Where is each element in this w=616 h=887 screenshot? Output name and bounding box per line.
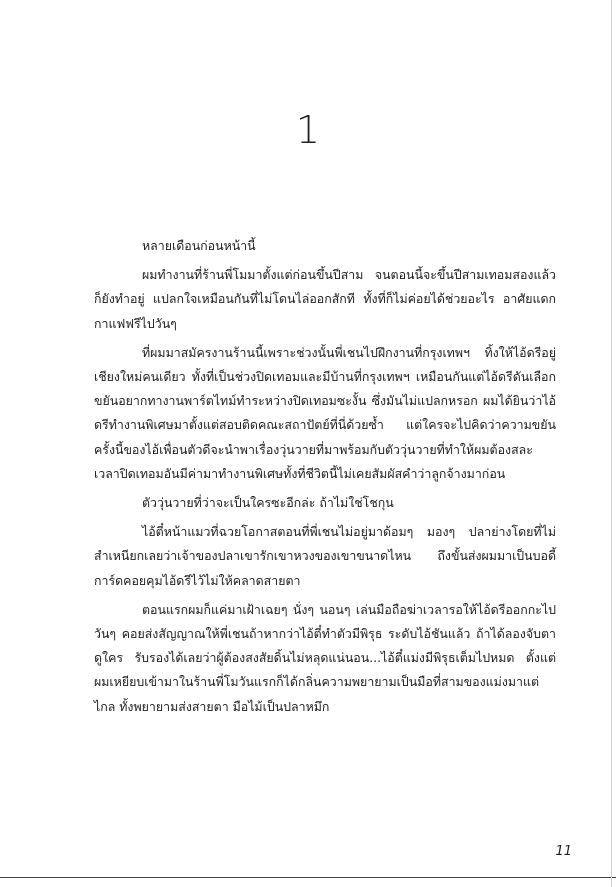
page-edge-divider xyxy=(611,0,612,887)
chapter-number: 1 xyxy=(295,108,321,152)
body-text xyxy=(94,234,556,719)
paragraph: ผมทำงานที่ร้านพี่โมมาตั้งแต่ก่อนขึ้นปีสาม จนตอนนี้จะขึ้นปีสามเทอมสองแล้วก็ยังทำอยู่ แปลกใจเหมือนกันที่ไม่โดนไล่ออกสักที ทั้งที่ก็ไม่ค่อยได้ช่วยอะไร อาศัยแดกกาแฟฟรีไปวันๆ xyxy=(94,267,556,331)
page-number: 11 xyxy=(555,844,572,859)
paragraph: ตัววุ่นวายที่ว่าจะเป็นใครซะอีกล่ะ ถ้าไม่ใช่โชกุน xyxy=(142,495,394,511)
paragraph: หลายเดือนก่อนหน้านี้ xyxy=(142,238,256,253)
paragraph: ไอ้ตี๋หน้าแมวที่ฉวยโอกาสตอนที่พี่เชนไม่อยู่มาด้อมๆ มองๆ ปลาย่างโดยที่ไม่สำเหนียกเลยว่าเจ้าของปลาเขารักเขาหวงของเขาขนาดไหน ถึงขั้นส่งผมมาเป็นบอดี้การ์ดคอยคุมไอ้ดรีไว้ไม่ให้คลาดสายตา xyxy=(94,524,556,588)
paragraph: ตอนแรกผมก็แค่มาเฝ้าเฉยๆ นั่งๆ นอนๆ เล่นมือถือฆ่าเวลารอให้ไอ้ดรีออกกะไปวันๆ คอยส่งสัญญาณให้พี่เชนถ้าหากว่าไอ้ตี๋ทำตัวมีพิรุธ ระดับไอ้ชันแล้ว ถ้าได้ลองจับตาดูใคร รับรองได้เลยว่าผู้ต้องสงสัยดิ้นไม่หลุดแน่นอน...ไอ้ตี๋แม่งมีพิรุธเต็มไปหมด ตั้งแต่ผมเหยียบเข้ามาในร้านพี่โมวันแรกก็ได้กลิ่นความพยายามเป็นมือที่สามของแม่งมาแต่ไกล ทั้งพยายามส่งสายตา มือไม้เป็นปลาหมึก xyxy=(94,601,556,714)
bottom-divider xyxy=(0,877,616,878)
paragraph: ที่ผมมาสมัครงานร้านนี้เพราะช่วงนั้นพี่เชนไปฝึกงานที่กรุงเทพฯ ทิ้งให้ไอ้ดรีอยู่เชียงใหม่คนเดียว ทั้งที่เป็นช่วงปิดเทอมและมีบ้านที่กรุงเทพฯ เหมือนกันแต่ไอ้ดรีดันเลือกขยันอยากทางานพาร์ตไทม์ทำระหว่างปิดเทอมซะงั้น ซึ่งมันไม่แปลกหรอก ผมได้ยินว่าไอ้ดรีทำงานพิเศษมาตั้งแต่สอบติดคณะสถาปัตย์ที่นี่ด้วยซ้ำ แต่ใครจะไปคิดว่าความขยันครั้งนี้ของไอ้เพื่อนตัวดีจะนำพาเรื่องวุ่นวายที่มาพร้อมกับตัววุ่นวายที่ทำให้ผมต้องสละเวลาปิดเทอมอันมีค่ามาทำงานพิเศษทั้งที่ชีวิตนี้ไม่เคยสัมผัสคำว่าลูกจ้างมาก่อน xyxy=(94,344,556,481)
